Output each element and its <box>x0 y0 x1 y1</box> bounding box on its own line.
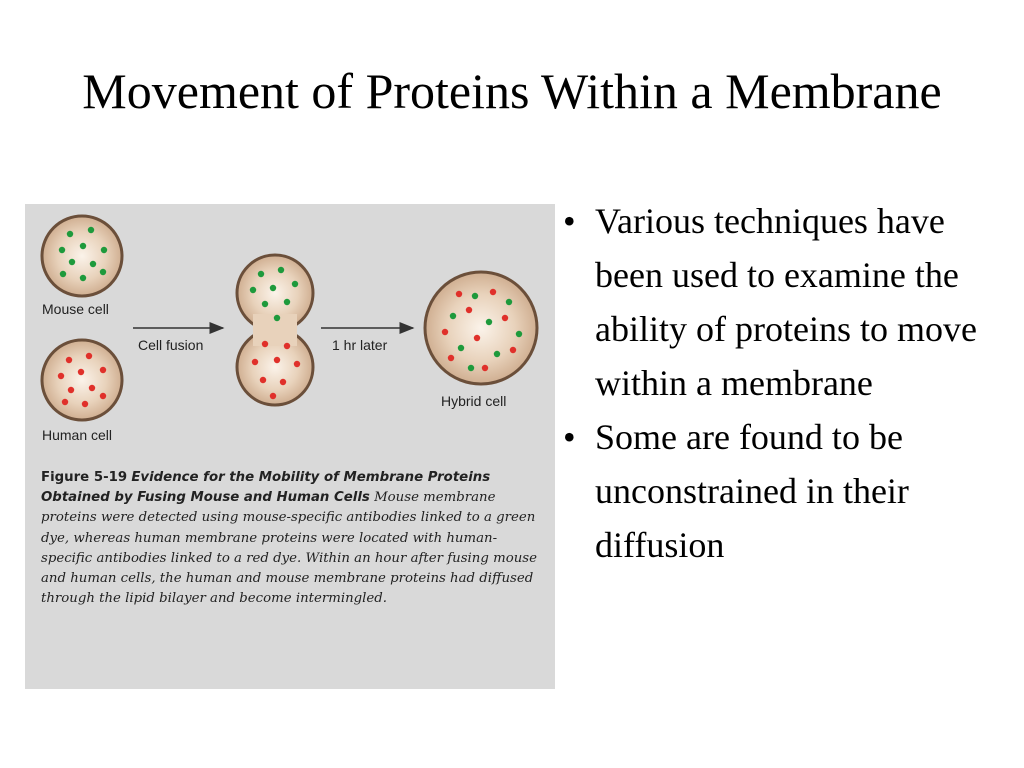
bullet-text: Some are found to be unconstrained in their diffusion <box>595 417 909 565</box>
hybrid-cell <box>425 272 537 384</box>
bullet-item <box>563 194 1008 410</box>
slide-title: Movement of Proteins Within a Membrane <box>82 62 942 119</box>
fused-cell <box>237 255 313 405</box>
cell-fusion-diagram <box>25 204 555 464</box>
one-hr-later-label: 1 hr later <box>332 337 388 353</box>
figure-caption <box>41 468 547 609</box>
mouse-cell-label: Mouse cell <box>42 301 109 317</box>
human-cell <box>42 340 122 420</box>
figure-caption-body: Mouse membrane proteins were detected using mouse-specific antibodies linked to a green dye, whereas human membrane proteins were located with human-specific antibodies linked to a red dye. Within an hour after fusing mouse and human cells, the human and mouse membrane proteins had diffused through the lipid bilayer and become intermingled. <box>41 490 537 607</box>
mouse-cell <box>42 216 122 296</box>
bullet-item <box>563 410 1008 572</box>
bullet-symbol: • <box>563 417 576 457</box>
human-cell-label: Human cell <box>42 427 113 443</box>
bullet-symbol: • <box>563 201 576 241</box>
bullet-list <box>563 194 1008 572</box>
bullet-text: Various techniques have been used to examine the ability of proteins to move within a membrane <box>595 201 977 403</box>
figure-number: Figure 5-19 <box>41 470 128 485</box>
figure-title: Evidence for the Mobility of Membrane Proteins Obtained by Fusing Mouse and Human Cells <box>41 470 491 506</box>
cell-fusion-label: Cell fusion <box>138 337 204 353</box>
figure-panel <box>25 204 555 689</box>
hybrid-cell-label: Hybrid cell <box>441 393 507 409</box>
